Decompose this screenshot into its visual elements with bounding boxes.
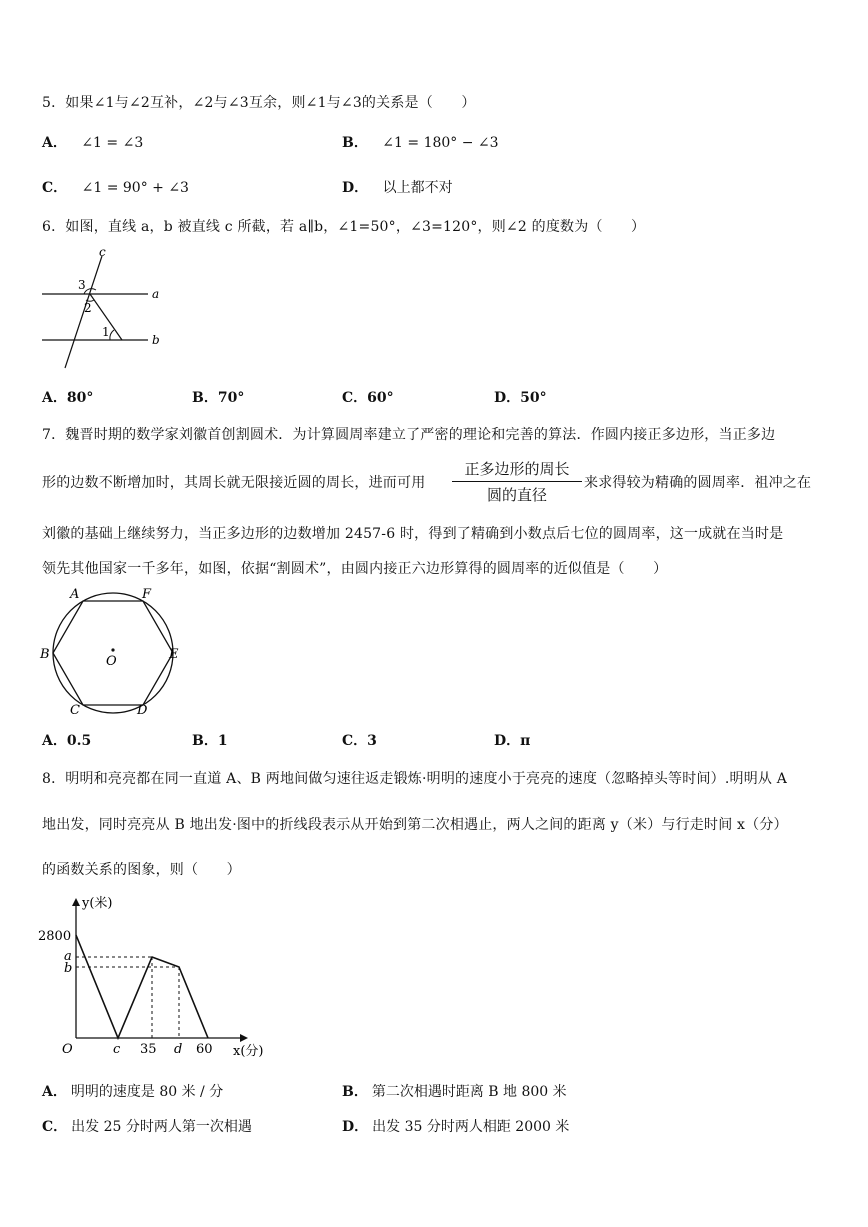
option-text: 1 — [217, 733, 228, 749]
option-text: 以上都不对 — [382, 180, 453, 196]
option-label: A． — [42, 390, 67, 406]
center-point — [111, 648, 114, 651]
label-B: B — [40, 647, 50, 662]
q6-option-d[interactable] — [494, 387, 547, 407]
q7-option-d[interactable] — [494, 730, 530, 750]
q5-stem: 5．如果∠1与∠2互补，∠2与∠3互余，则∠1与∠3的关系是（ ） — [42, 95, 476, 111]
option-label: C． — [342, 733, 368, 749]
label-angle1: 1 — [102, 325, 110, 339]
q7-line1: 7．魏晋时期的数学家刘徽首创割圆术．为计算圆周率建立了严密的理论和完善的算法．作圆内接正多边形，当正多边 — [42, 427, 776, 443]
q5-option-d[interactable] — [342, 177, 453, 197]
distance-polyline — [76, 935, 208, 1038]
circle — [53, 593, 173, 713]
option-text: 明明的速度是 80 米 / 分 — [70, 1084, 224, 1100]
label-F: F — [142, 587, 152, 602]
q8-graph — [36, 890, 286, 1062]
option-text: π — [520, 733, 531, 749]
x-tick-60: 60 — [196, 1042, 213, 1057]
q6-stem: 6．如图，直线 a，b 被直线 c 所截，若 a∥b，∠1=50°，∠3=120°，则∠2 的度数为（ ） — [42, 219, 646, 235]
option-text: ∠1 = 180° − ∠3 — [382, 135, 499, 151]
label-c: c — [99, 245, 106, 259]
option-label: C． — [42, 180, 68, 196]
x-tick-35: 35 — [140, 1042, 157, 1057]
option-text: 70° — [217, 390, 245, 406]
angle1-arc — [110, 330, 114, 340]
q7-line4: 领先其他国家一千多年，如图，依据“割圆术”，由圆内接正六边形算得的圆周率的近似值是（ ） — [42, 561, 668, 577]
q8-option-d[interactable] — [342, 1116, 569, 1136]
q7-option-b[interactable] — [192, 730, 228, 750]
option-text: 出发 35 分时两人相距 2000 米 — [372, 1119, 570, 1135]
label-b: b — [152, 333, 160, 347]
q6-option-c[interactable] — [342, 387, 394, 407]
q7-line3: 刘徽的基础上继续努力，当正多边形的边数增加 2457‑6 时，得到了精确到小数点后七位的圆周率，这一成就在当时是 — [42, 526, 784, 542]
q7-fraction — [452, 458, 582, 505]
option-label: D． — [342, 1119, 369, 1135]
y-tick-2800: 2800 — [38, 929, 72, 944]
option-text: ∠1 = ∠3 — [81, 135, 144, 151]
x-axis-arrow — [240, 1034, 248, 1042]
option-label: C． — [42, 1119, 68, 1135]
option-text: 3 — [367, 733, 377, 749]
option-label: B． — [192, 390, 218, 406]
option-label: B． — [192, 733, 218, 749]
q8-line1: 8．明明和亮亮都在同一直道 A、B 两地间做匀速往返走锻炼·明明的速度小于亮亮的速度（忽略掉头等时间）.明明从 A — [42, 771, 788, 787]
label-angle2: 2 — [84, 301, 92, 315]
option-label: D． — [494, 390, 521, 406]
option-label: D． — [494, 733, 521, 749]
option-text: 50° — [520, 390, 547, 406]
fraction-denominator: 圆的直径 — [486, 486, 547, 504]
q7-option-a[interactable] — [42, 730, 91, 750]
fraction-numerator: 正多边形的周长 — [464, 460, 570, 478]
option-text: 80° — [66, 390, 94, 406]
q6-figure — [38, 244, 168, 374]
x-tick-c: c — [113, 1042, 121, 1057]
q5-option-a[interactable] — [42, 132, 143, 152]
option-label: D． — [342, 180, 369, 196]
fraction-bar — [452, 481, 582, 482]
option-label: B． — [342, 135, 368, 151]
option-text: 出发 25 分时两人第一次相遇 — [71, 1119, 252, 1135]
label-D: D — [137, 703, 148, 716]
x-axis-label: x(分) — [233, 1044, 264, 1059]
option-label: C． — [342, 390, 368, 406]
hexagon — [53, 601, 173, 705]
option-text: 0.5 — [66, 733, 92, 749]
q5-option-b[interactable] — [342, 132, 499, 152]
q7-option-c[interactable] — [342, 730, 377, 750]
q8-option-c[interactable] — [42, 1116, 252, 1136]
label-a: a — [152, 287, 160, 301]
option-text: 第二次相遇时距离 B 地 800 米 — [371, 1084, 567, 1100]
y-axis-label: y(米) — [82, 896, 113, 911]
q8-option-b[interactable] — [342, 1081, 567, 1101]
option-label: B． — [342, 1084, 368, 1100]
q8-option-a[interactable] — [42, 1081, 223, 1101]
y-tick-b: b — [64, 961, 73, 976]
q7-line2-after: 来求得较为精确的圆周率．祖冲之在 — [584, 475, 812, 491]
q8-line2: 地出发，同时亮亮从 B 地出发·图中的折线段表示从开始到第二次相遇止，两人之间的距离 y（米）与行走时间 x（分） — [42, 817, 788, 833]
y-axis-arrow — [72, 898, 80, 906]
label-E: E — [169, 647, 179, 662]
q5-option-c[interactable] — [42, 177, 189, 197]
label-A: A — [70, 587, 80, 602]
q7-line2-before: 形的边数不断增加时，其周长就无限接近圆的周长，进而可用 — [42, 475, 426, 491]
q8-line3: 的函数关系的图象，则（ ） — [42, 862, 241, 878]
option-label: A． — [42, 1084, 67, 1100]
option-label: A． — [42, 733, 67, 749]
origin-label: O — [62, 1042, 73, 1057]
option-label: A． — [42, 135, 67, 151]
q7-figure — [36, 584, 186, 716]
option-text: ∠1 = 90° + ∠3 — [81, 180, 189, 196]
label-angle3: 3 — [78, 278, 86, 292]
q6-option-b[interactable] — [192, 387, 244, 407]
option-text: 60° — [367, 390, 394, 406]
label-C: C — [70, 703, 80, 716]
y-tick-a: a — [64, 949, 72, 964]
x-tick-d: d — [174, 1042, 183, 1057]
q6-option-a[interactable] — [42, 387, 93, 407]
label-O: O — [106, 654, 117, 669]
